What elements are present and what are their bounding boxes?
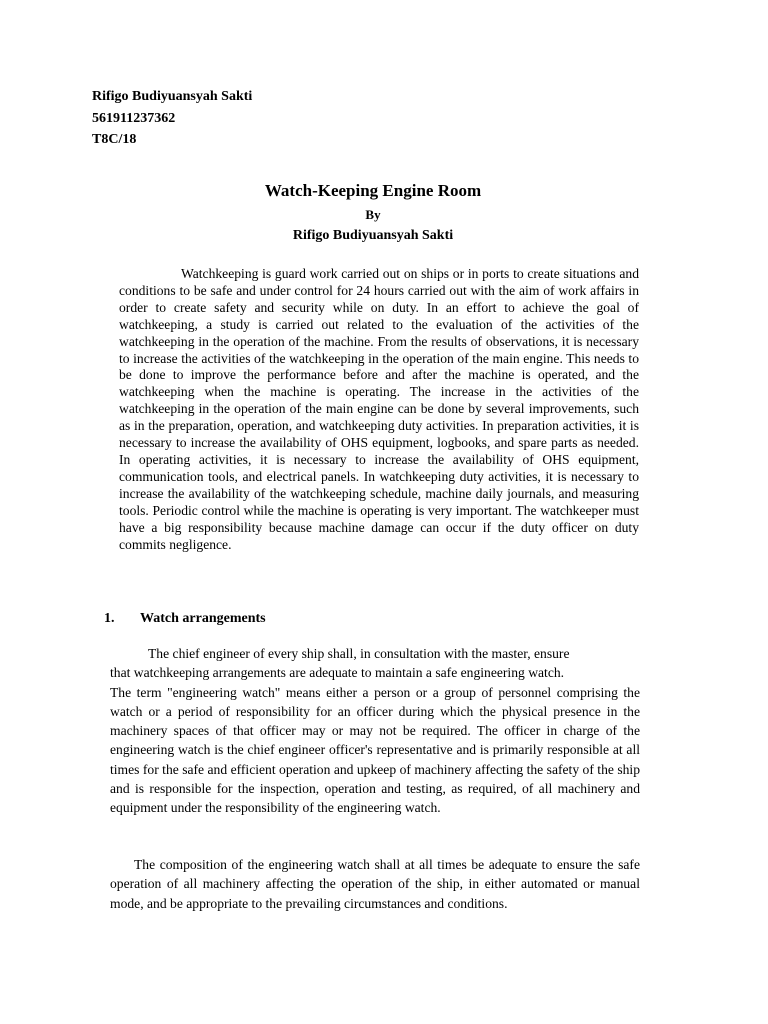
author-name: Rifigo Budiyuansyah Sakti bbox=[292, 228, 454, 243]
abstract-paragraph: Watchkeeping is guard work carried out on ships or in ports to create situations and conditions to be safe and under control for 24 hours carried out with the aim of work affairs in order to create safety and security while on duty. In an effort to achieve the goal of watchkeeping, a study is carried out related to the evaluation of the activities of the watchkeeping in the operation of the machine. From the results of observations, it is necessary to increase the activities of the watchkeeping in the operation of the main engine. This needs to be done to improve the performance before and after the machine is operated, and the watchkeeping when the machine is operating. The increase in the activities of the watchkeeping in the operation of the main engine can be done by several improvements, such as in the preparation, operation, and watchkeeping duty activities. In preparation activities, it is necessary to increase the availability of OHS equipment, logbooks, and spare parts as needed. In operating activities, it is necessary to increase the availability of OHS equipment, communication tools, and electrical panels. In watchkeeping duty activities, it is necessary to increase the availability of the watchkeeping schedule, machine daily journals, and measuring tools. Periodic control while the machine is operating is very important. The watchkeeper must have a big responsibility because machine damage can occur if the duty officer on duty commits negligence. bbox=[119, 266, 639, 552]
paragraph-text: The composition of the engineering watch shall at all times be adequate to ensure the safe operation of all machinery affecting the operation of the ship, in either automated or manual mode, and be appropriate to the prevailing circumstances and conditions. bbox=[110, 857, 640, 911]
paragraph-line: that watchkeeping arrangements are adequate to maintain a safe engineering watch. bbox=[110, 665, 565, 681]
paragraph-line: The chief engineer of every ship shall, in consultation with the master, ensure bbox=[148, 646, 570, 661]
student-id: 561911237362 bbox=[92, 110, 176, 126]
author-header bbox=[92, 86, 252, 151]
student-name: Rifigo Budiyuansyah Sakti bbox=[92, 89, 253, 104]
by-label: By bbox=[365, 207, 381, 222]
class-code: T8C/18 bbox=[92, 132, 137, 147]
document-title: Watch-Keeping Engine Room bbox=[264, 181, 482, 200]
section-number: 1. bbox=[104, 611, 115, 626]
section-heading bbox=[104, 611, 266, 627]
watch-arrangements-paragraph-2 bbox=[110, 855, 640, 913]
paragraph-body: The term "engineering watch" means either a person or a group of personnel comprising the watch or a period of responsibility for an officer during which the physical presence in the machinery spaces of that officer may or may not be required. The officer in charge of the engineering watch is the chief engineer officer's representative and is primarily responsible at all times for the safe and efficient operation and upkeep of machinery affecting the safety of the ship and is responsible for the inspection, operation and testing, as required, of all machinery and equipment under the responsibility of the engineering watch. bbox=[110, 684, 640, 816]
watch-arrangements-paragraph-1 bbox=[110, 644, 640, 818]
section-title: Watch arrangements bbox=[140, 611, 266, 626]
